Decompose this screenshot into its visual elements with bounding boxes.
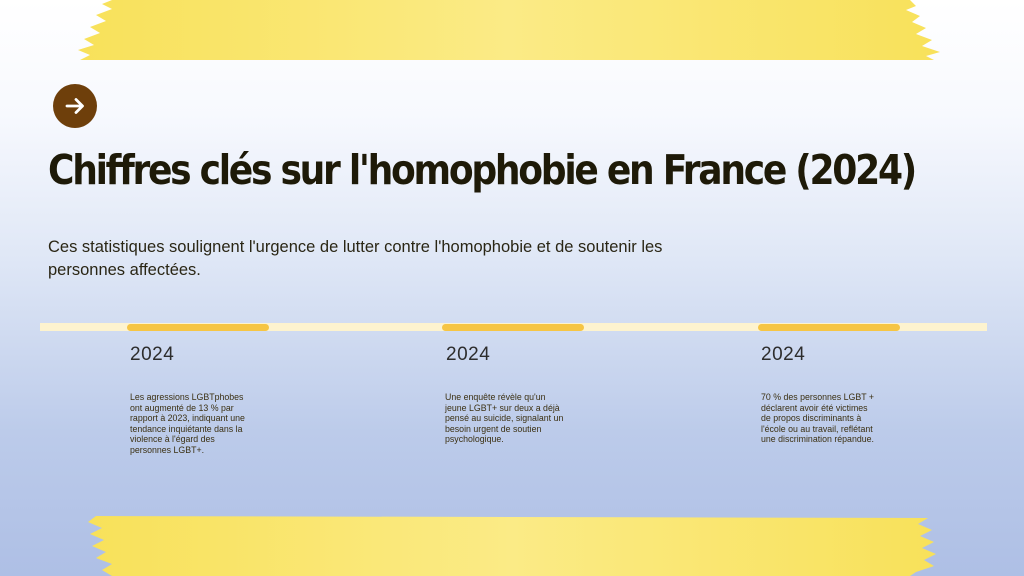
timeline-segment-3 <box>758 324 900 331</box>
top-brush-decoration <box>0 0 1024 62</box>
arrow-right-icon <box>63 94 87 118</box>
next-arrow-button[interactable] <box>53 84 97 128</box>
timeline-year-2: 2024 <box>446 344 491 365</box>
timeline-text-2: Une enquête révèle qu'un jeune LGBT+ sur deux a déjà pensé au suicide, signalant un besoin urgent de soutien psychologique. <box>445 392 564 445</box>
page-subtitle: Ces statistiques soulignent l'urgence de lutter contre l'homophobie et de soutenir les personnes affectées. <box>48 238 663 279</box>
timeline-segment-2 <box>442 324 584 331</box>
timeline-text-1: Les agressions LGBTphobes ont augmenté de 13 % par rapport à 2023, indiquant une tendance inquiétante dans la violence à l'égard des personnes LGBT+. <box>130 392 245 455</box>
bottom-brush-decoration <box>0 512 1024 576</box>
timeline-year-3: 2024 <box>761 344 806 365</box>
timeline-segment-1 <box>127 324 269 331</box>
page-title: Chiffres clés sur l'homophobie en France (2024) <box>48 146 915 194</box>
timeline-year-1: 2024 <box>130 344 175 365</box>
timeline-text-3: 70 % des personnes LGBT + déclarent avoir été victimes de propos discriminants à l'école ou au travail, reflétant une discrimination répandue. <box>761 392 875 445</box>
